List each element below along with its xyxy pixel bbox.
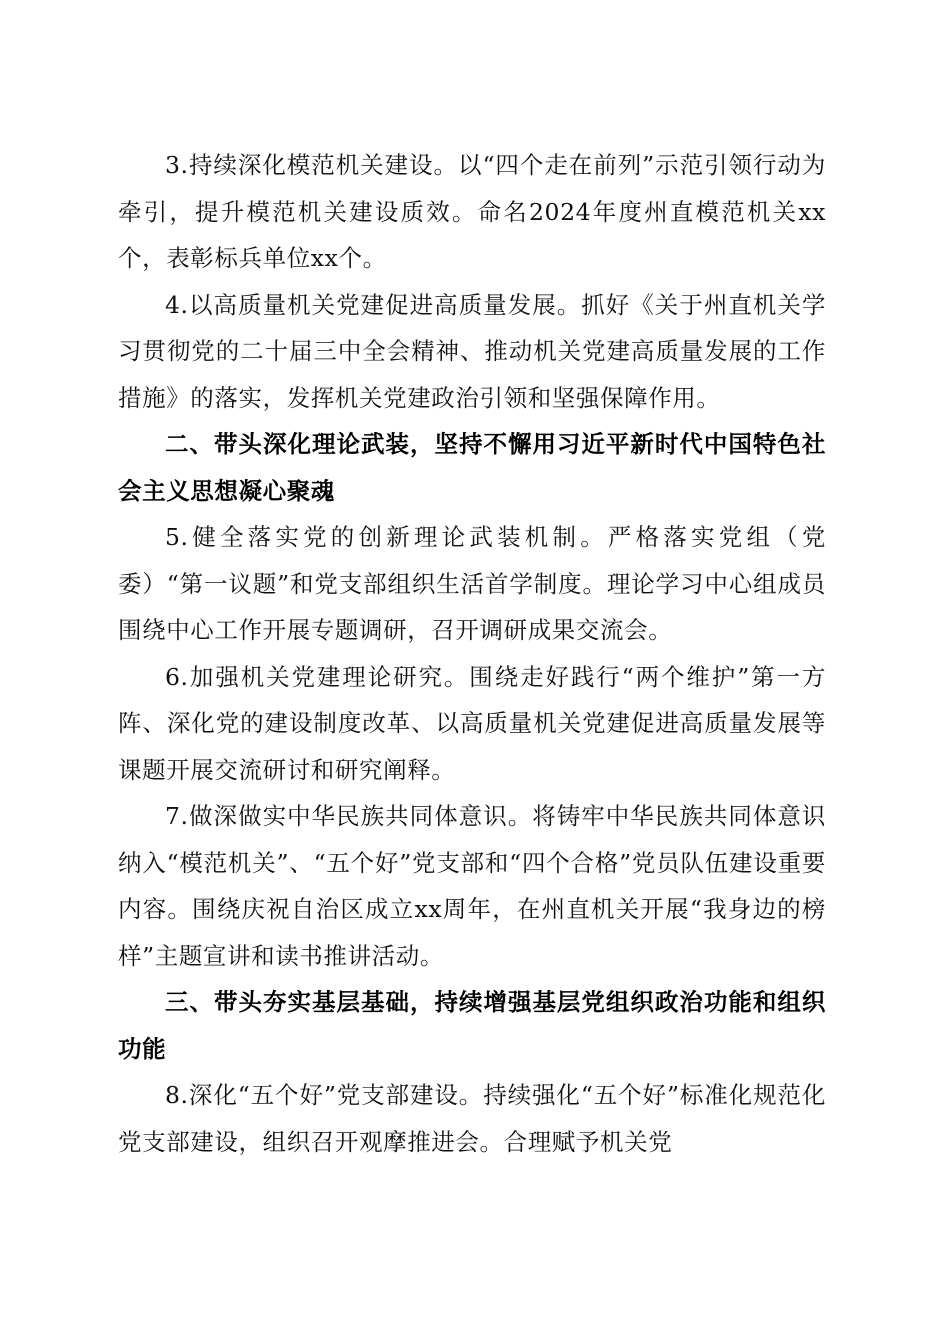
paragraph-4: 4.以高质量机关党建促进高质量发展。抓好《关于州直机关学习贯彻党的二十届三中全会精神、推动机关党建高质量发展的工作措施》的落实，发挥机关党建政治引领和坚强保障作用。 <box>118 290 826 412</box>
section-heading-2: 二、带头深化理论武装，坚持不懈用习近平新时代中国特色社会主义思想凝心聚魂 <box>118 430 826 505</box>
paragraph-6: 6.加强机关党建理论研究。围绕走好践行“两个维护”第一方阵、深化党的建设制度改革、以高质量机关党建促进高质量发展等课题开展交流研讨和研究阐释。 <box>118 662 826 784</box>
paragraph-7: 7.做深做实中华民族共同体意识。将铸牢中华民族共同体意识纳入“模范机关”、“五个好”党支部和“四个合格”党员队伍建设重要内容。围绕庆祝自治区成立xx周年，在州直机关开展“我身边的榜样”主题宣讲和读书推讲活动。 <box>118 802 826 970</box>
paragraph-5: 5.健全落实党的创新理论武装机制。严格落实党组（党委）“第一议题”和党支部组织生活首学制度。理论学习中心组成员围绕中心工作开展专题调研，召开调研成果交流会。 <box>118 523 826 644</box>
paragraph-8: 8.深化“五个好”党支部建设。持续强化“五个好”标准化规范化党支部建设，组织召开观摩推进会。合理赋予机关党 <box>118 1081 826 1156</box>
paragraph-3: 3.持续深化模范机关建设。以“四个走在前列”示范引领行动为牵引，提升模范机关建设质效。命名2024年度州直模范机关xx个，表彰标兵单位xx个。 <box>118 151 826 272</box>
section-heading-3: 三、带头夯实基层基础，持续增强基层党组织政治功能和组织功能 <box>118 988 826 1063</box>
document-body <box>118 142 826 1165</box>
